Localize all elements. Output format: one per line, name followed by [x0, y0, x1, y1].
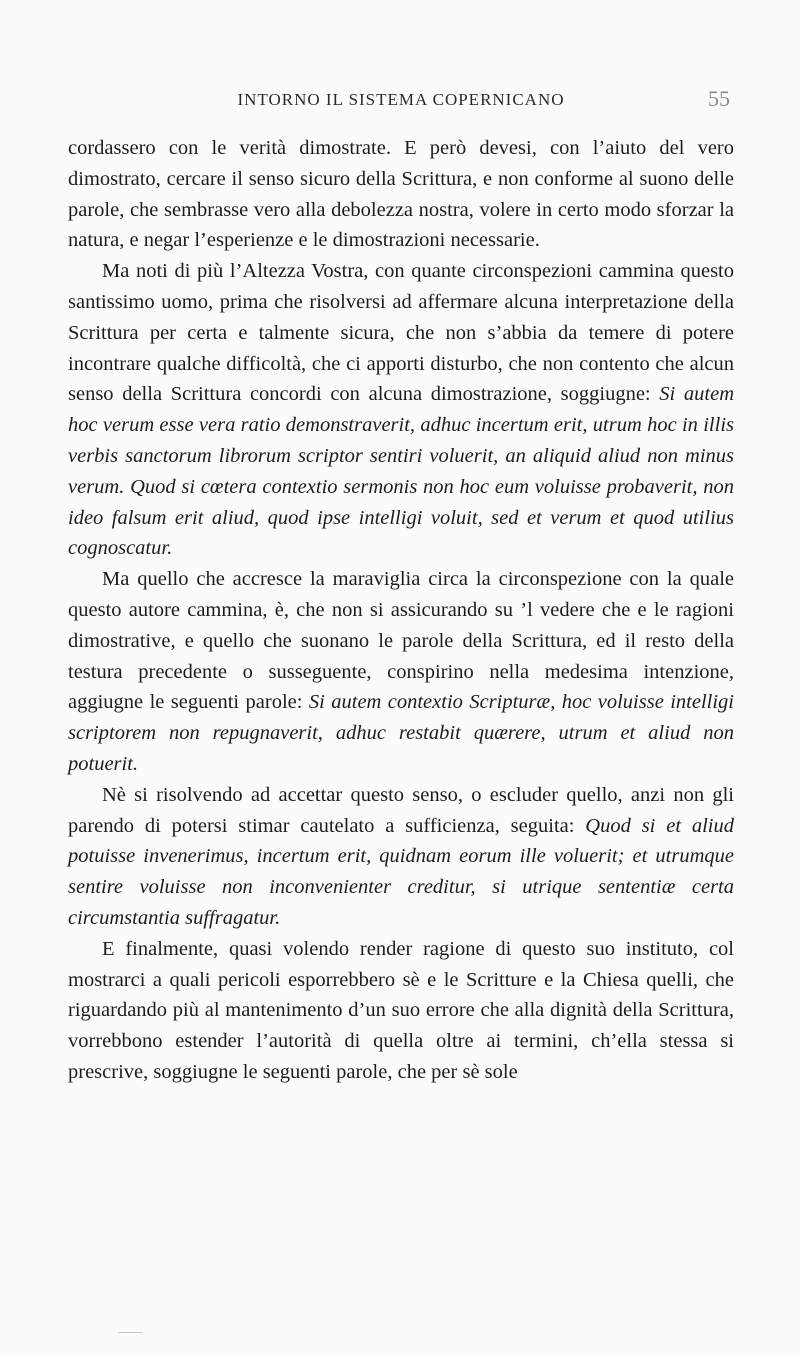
paragraph-text: cordassero con le verità dimostrate. E però devesi, con l’aiuto del vero dimostrato, cercare il senso sicuro della Scrittura, e non conforme al suono delle parole, che sembrasse vero alla debolezza nostra, volere in certo modo sforzar la natura, e negar l’esperienze e le dimostrazioni necessarie.: [68, 137, 734, 252]
latin-quotation: Quod si et aliud potuisse invenerimus, incertum erit, quidnam eorum ille voluerit; et utrumque sentire voluisse non inconvenienter creditur, si utrique sententiæ certa circumstantia suffragatur.: [68, 814, 734, 929]
paragraph-text: Nè si risolvendo ad accettar questo senso, o escluder quello, anzi non gli parendo di potersi stimar cautelato a sufficienza, seguita:: [68, 783, 734, 837]
latin-quotation: Si autem contextio Scripturæ, hoc voluisse intelligi scriptorem non repugnaverit, adhuc restabit quærere, utrum et aliud non potuerit.: [68, 691, 735, 775]
paragraph-text: Ma noti di più l’Altezza Vostra, con quante circonspezioni cammina questo santissimo uomo, prima che risolversi ad affermare alcuna interpretazione della Scrittura per certa e talmente sicura, che non s’abbia da temere di potere incontrare qualche difficoltà, che ci apporti disturbo, che non contento che alcun senso della Scrittura concordi con alcuna dimostrazione, soggiugne:: [68, 260, 734, 406]
paragraph-text: E finalmente, quasi volendo render ragione di questo suo instituto, col mostrarci a quali pericoli esporrebbero sè e le Scritture e la Chiesa quelli, che riguardando più al mantenimento d’un suo errore che alla dignità della Scrittura, vorrebbono estender l’autorità di quella oltre ai termini, ch’ella stessa si prescrive, soggiugne le seguenti parole, che per sè sole: [68, 937, 734, 1083]
paragraph-text: Ma quello che accresce la maraviglia circa la circonspezione con la quale questo autore cammina, è, che non si assicurando su ’l vedere che e le ragioni dimostrative, e quello che suonano le parole della Scrittura, ed il resto della testura precedente o susseguente, conspirino nella medesima intenzione, aggiugne le seguenti parole:: [68, 568, 734, 714]
paragraph: [68, 564, 734, 780]
page-header: [68, 86, 734, 120]
body-text: [68, 133, 734, 1088]
paragraph: [68, 780, 734, 934]
paragraph: [68, 256, 734, 564]
page-mark: [118, 1332, 142, 1333]
running-title: INTORNO IL SISTEMA COPERNICANO: [237, 90, 565, 109]
page-number: 55: [708, 86, 730, 111]
paragraph-continuation: [68, 133, 734, 256]
paragraph: [68, 934, 734, 1088]
latin-quotation: Si autem hoc verum esse vera ratio demonstraverit, adhuc incertum erit, utrum hoc in illis verbis sanctorum librorum scriptor sentiri voluerit, an aliquid aliud non minus verum. Quod si cœtera contextio sermonis non hoc eum voluisse probaverit, non ideo falsum erit aliud, quod ipse intelligi voluit, sed et verum et quod utilius cognoscatur.: [68, 383, 734, 560]
